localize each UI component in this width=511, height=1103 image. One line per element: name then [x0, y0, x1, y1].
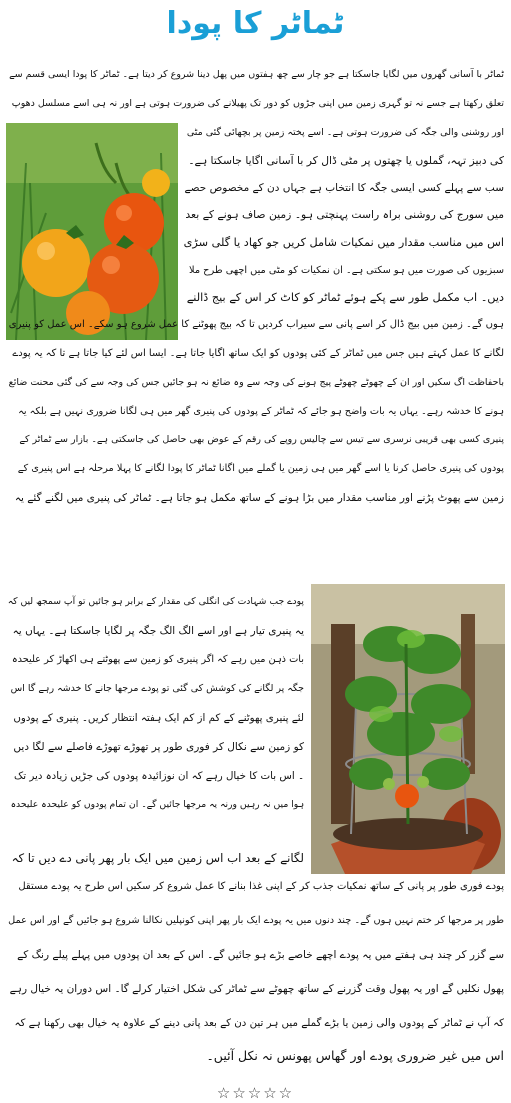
text-line: ہوں گے۔ زمین میں بیج ڈال کر اسے پانی سے سیراب کردیں تا کہ بیج پھوٹنے کا عمل شروع ہو سکے۔ اس عمل کو پنیری: [8, 319, 504, 330]
text-line: ہونے کا خدشہ رہے۔ یہاں یہ بات واضح ہو جائے کہ ٹماٹر کے پودوں کی پنیری گھر میں ہی لگانا ضروری نہیں ہے بلکہ یہ: [18, 406, 504, 417]
text-line: میں سورج کی روشنی براہ راست پہنچتی ہو۔ زمین صاف ہونے کے بعد: [185, 208, 504, 221]
text-line: پھول نکلیں گے اور یہ پھول وقت گزرنے کے ساتھ چھوٹے سے ٹماٹر کی شکل اختیار کرلے گا۔ اس دوران یہ خیال رہے: [9, 983, 504, 995]
text-line: سب سے پہلے کسی ایسی جگہ کا انتخاب ہے جہاں دن کے مخصوص حصے: [184, 182, 504, 194]
text-line: بات ذہن میں رہے کہ اگر پنیری کو زمین سے پھوٹتے ہی اکھاڑ کر علیحدہ: [11, 654, 304, 665]
text-line: دیں۔ اب مکمل طور سے پکے ہوئے ٹماٹر کو کاٹ کر اس کے بیج ڈالنے: [186, 291, 504, 304]
text-line: ہوا میں نہ رہیں ورنہ یہ مرجھا جائیں گے۔ ان تمام پودوں کو علیحدہ علیحدہ: [10, 799, 304, 810]
tomatoes-photo: [6, 123, 178, 340]
text-line: پودے جب شہادت کی انگلی کی مقدار کے برابر ہو جائیں تو آپ سمجھ لیں کہ: [8, 596, 304, 607]
text-line: پودوں کی پنیری حاصل کرنا یا اسے گھر میں ہی زمین یا گملے میں اگانا ٹماٹر کا پودا لگانے کا پہلا مرحلہ ہے اس پنیری کے: [17, 463, 504, 474]
text-line: سبزیوں کی صورت میں ہو سکتی ہے۔ ان نمکیات کو مٹی میں اچھی طرح ملا: [189, 265, 504, 276]
footer-stars: ☆☆☆☆☆: [216, 1084, 295, 1102]
text-line: ٹماٹر با آسانی گھروں میں لگایا جاسکتا ہے جو چار سے چھ ہفتوں میں پھل دینا شروع کر دیتا ہے۔ ٹماٹر کا پودا ایسی قسم سے: [9, 69, 504, 80]
text-line: پودے فوری طور پر پانی کے ساتھ نمکیات جذب کر کے اپنی غذا بنانے کا عمل شروع کر سکیں اس طرح یہ پودے مستقل: [18, 881, 504, 892]
text-line: ۔ اس بات کا خیال رہے کہ ان نوزائیدہ پودوں کی جڑیں زیادہ دیر تک: [14, 770, 304, 782]
text-line: لگانے کے بعد اب اس زمین میں ایک بار پھر پانی دے دیں تا کہ: [11, 851, 304, 865]
text-line: تعلق رکھتا ہے جسے نہ تو گہری زمین میں اپنی جڑوں کو دور تک پھیلانے کی ضرورت ہوتی ہے اور نہ ہی اسے مسلسل دھوپ: [11, 98, 504, 109]
text-line: جگہ پر لگانے کی کوشش کی گئی تو پودے مرجھا جانے کا خدشہ رہے گا اس: [10, 683, 304, 694]
text-line: لگانے کا عمل کہتے ہیں جس میں ٹماٹر کے کئی پودوں کو ایک ساتھ اگایا جاتا ہے۔ ایسا اس لئے کیا جاتا ہے تا کہ یہ پودے: [12, 348, 504, 359]
text-line: اس میں مناسب مقدار میں نمکیات شامل کریں جو کھاد یا گلی سڑی: [184, 236, 504, 249]
text-line: باحفاظت اگ سکیں اور ان کے چھوٹے چھوٹے پیج ہونے کی وجہ سے وہ ضائع نہ ہو جائیں جس کی وجہ سے کی گئی محنت ضائع: [8, 377, 504, 388]
text-line: سے گزر کر چند ہی ہفتے میں یہ پودے اچھے خاصے بڑے ہو جائیں گے۔ اس کے بعد ان پودوں میں پہلے پیلے رنگ کے: [17, 949, 504, 961]
text-line: کہ آپ نے ٹماٹر کے پودوں والی زمین یا بڑے گملے میں ہر تین دن کے بعد پانی دینے کے علاوہ یہ خیال بھی رکھنا ہے کہ: [14, 1017, 504, 1029]
text-line: کی دبیز تہہ، گملوں یا چھتوں پر مٹی ڈال کر با آسانی اگایا جاسکتا ہے۔: [188, 154, 504, 167]
page-title: ٹماٹر کا پودا: [166, 6, 345, 41]
text-line: اور روشنی والی جگہ کی ضرورت ہوتی ہے۔ اسے پختہ زمین پر بچھائی گئی مٹی: [186, 127, 504, 138]
potted-tomato-plant-photo: [311, 584, 505, 874]
text-line: زمین سے پھوٹ پڑنے اور مناسب مقدار میں بڑا ہونے کے ساتھ مکمل ہو جاتا ہے۔ ٹماٹر کی پنیری میں لگنے گئے یہ: [14, 492, 504, 504]
text-line: لئے پنیری پھوٹنے کے کم از کم ایک ہفتہ انتظار کریں۔ پنیری کے پودوں: [13, 712, 304, 724]
text-line: طور پر مرجھا کر ختم نہیں ہوں گے۔ چند دنوں میں یہ پودے ایک بار پھر اپنی کونپلیں نکالنا شروع ہو جائیں گے اور اس عمل: [8, 915, 504, 926]
text-line: پنیری کسی بھی قریبی نرسری سے تیس سے چالیس روپے کی رقم کے عوض بھی حاصل کی جاسکتی ہے۔ بازار سے ٹماٹر کے: [19, 434, 504, 445]
text-line: کو زمین سے نکال کر فوری طور پر تھوڑے تھوڑے فاصلے سے لگا دیں: [13, 741, 304, 753]
text-line: اس میں غیر ضروری پودے اور گھاس پھونس نہ نکل آئیں۔: [206, 1048, 504, 1063]
text-line: یہ پنیری تیار ہے اور اسے الگ الگ جگہ پر لگایا جاسکتا ہے۔ یہاں یہ: [12, 625, 304, 637]
